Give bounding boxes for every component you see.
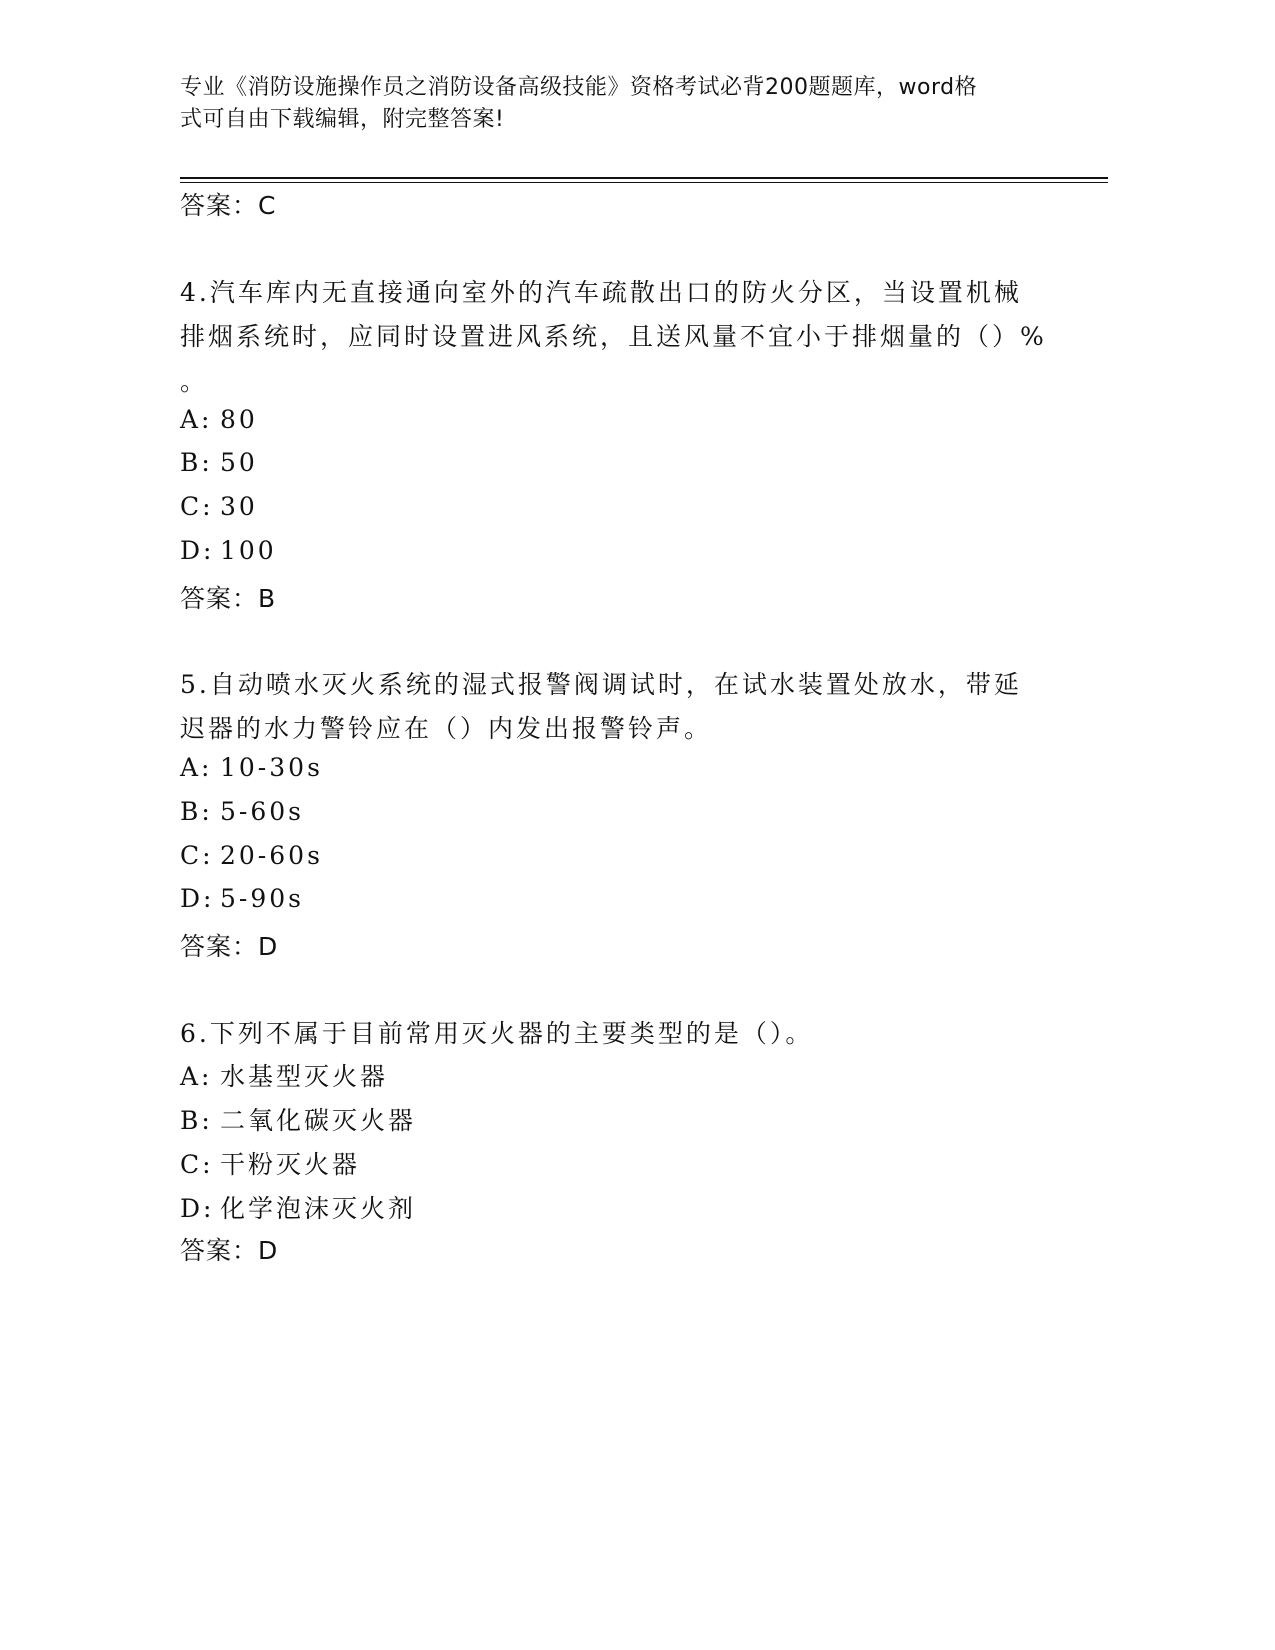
question-stem-line: 。 xyxy=(180,367,209,396)
header-line-1: 专业《消防设施操作员之消防设备高级技能》资格考试必背200题题库，word格 xyxy=(180,75,978,100)
option-text: 化学泡沫灭火剂 xyxy=(220,1194,417,1223)
option-text: 80 xyxy=(220,405,258,434)
question-stem-line: 迟器的水力警铃应在（）内发出报警铃声。 xyxy=(180,714,713,743)
option-c xyxy=(180,841,323,870)
option-b xyxy=(180,797,304,826)
option-b xyxy=(180,1101,416,1137)
header-rule-thin xyxy=(180,182,1108,183)
option-text: 水基型灭火器 xyxy=(220,1062,389,1091)
header-rule-thick xyxy=(180,177,1108,179)
option-d xyxy=(180,884,304,913)
option-letter: A: xyxy=(180,1062,213,1091)
option-letter: B: xyxy=(180,448,213,477)
option-text: 5-60s xyxy=(220,797,304,826)
option-b xyxy=(180,448,258,477)
option-a xyxy=(180,1057,388,1093)
question-answer: 答案：D xyxy=(180,1236,279,1265)
option-letter: B: xyxy=(180,1106,213,1135)
header-line-2: 式可自由下载编辑，附完整答案! xyxy=(180,107,505,132)
option-c xyxy=(180,1145,360,1181)
previous-answer: 答案：C xyxy=(180,191,277,220)
document-header xyxy=(180,72,1040,136)
option-letter: D: xyxy=(180,1194,215,1223)
option-letter: C: xyxy=(180,492,214,521)
option-text: 干粉灭火器 xyxy=(220,1150,361,1179)
option-a xyxy=(180,405,258,434)
option-letter: B: xyxy=(180,797,213,826)
option-letter: D: xyxy=(180,536,215,565)
option-letter: C: xyxy=(180,1150,214,1179)
option-letter: D: xyxy=(180,884,215,913)
question-stem-line: 5.自动喷水灭火系统的湿式报警阀调试时，在试水装置处放水，带延 xyxy=(180,670,1022,699)
question-stem-line: 4.汽车库内无直接通向室外的汽车疏散出口的防火分区，当设置机械 xyxy=(180,278,1022,307)
option-text: 30 xyxy=(220,492,258,521)
option-text: 20-60s xyxy=(220,841,323,870)
option-text: 100 xyxy=(220,536,277,565)
option-d xyxy=(180,536,277,565)
option-text: 10-30s xyxy=(220,753,323,782)
question-answer: 答案：D xyxy=(180,932,279,961)
question-stem-line: 排烟系统时，应同时设置进风系统，且送风量不宜小于排烟量的（）% xyxy=(180,322,1047,351)
question-answer: 答案：B xyxy=(180,584,277,613)
option-letter: A: xyxy=(180,753,213,782)
option-text: 50 xyxy=(220,448,258,477)
option-a xyxy=(180,753,323,782)
option-d xyxy=(180,1189,416,1225)
option-letter: A: xyxy=(180,405,213,434)
option-text: 5-90s xyxy=(220,884,304,913)
option-text: 二氧化碳灭火器 xyxy=(220,1106,417,1135)
question-stem-line: 6.下列不属于目前常用灭火器的主要类型的是（）。 xyxy=(180,1019,814,1048)
option-letter: C: xyxy=(180,841,214,870)
option-c xyxy=(180,492,258,521)
